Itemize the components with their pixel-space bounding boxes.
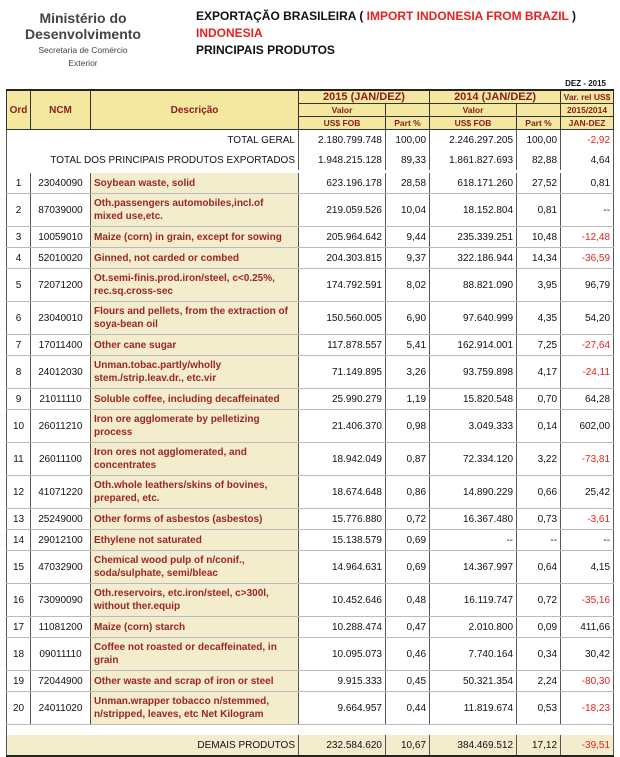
total-geral-row	[7, 130, 614, 151]
row-part-2015: 0,69	[386, 551, 430, 584]
table-row	[7, 335, 614, 356]
row-value-2014: 16.367.480	[430, 509, 517, 530]
row-part-2015: 0,98	[386, 410, 430, 443]
row-value-2014: 235.339.251	[430, 227, 517, 248]
col-var-1: Var. rel US$	[561, 90, 614, 104]
row-description: Maize (corn) starch	[91, 617, 299, 638]
row-value-2014: 162.914.001	[430, 335, 517, 356]
row-description: Unman.wrapper tobacco n/stemmed, n/stripped, leaves, etc Net Kilogram	[91, 692, 299, 725]
row-variation: -36,59	[561, 248, 614, 269]
total-principais-p2014: 82,88	[517, 150, 561, 170]
row-ord: 6	[7, 302, 31, 335]
row-description: Maize (corn) in grain, except for sowing	[91, 227, 299, 248]
report-period: DEZ - 2015	[565, 79, 606, 88]
table-row	[7, 227, 614, 248]
logo-line-4: Exterior	[68, 58, 98, 68]
row-variation: -73,81	[561, 443, 614, 476]
row-description: Ginned, not carded or combed	[91, 248, 299, 269]
col-ord: Ord	[7, 90, 31, 130]
row-part-2014: 27,52	[517, 173, 561, 194]
demais-var: -39,51	[561, 735, 614, 756]
row-part-2015: 0,69	[386, 530, 430, 551]
table-row	[7, 551, 614, 584]
col-2014-valor: Valor	[430, 104, 517, 117]
row-ncm: 29012100	[31, 530, 91, 551]
total-geral-p2014: 100,00	[517, 130, 561, 151]
logo-line-3: Secretaria de Comércio	[38, 45, 128, 55]
row-value-2014: 97.640.999	[430, 302, 517, 335]
logo-line-2: Desenvolvimento	[25, 26, 141, 42]
row-value-2015: 21.406.370	[299, 410, 386, 443]
row-description: Oth.passengers automobiles,incl.of mixed use,etc.	[91, 194, 299, 227]
row-part-2014: 0,70	[517, 389, 561, 410]
row-value-2015: 219.059.526	[299, 194, 386, 227]
total-geral-v2014: 2.246.297.205	[430, 130, 517, 151]
row-ncm: 26011210	[31, 410, 91, 443]
row-value-2015: 205.964.642	[299, 227, 386, 248]
row-ncm: 09011110	[31, 638, 91, 671]
row-part-2014: 0,66	[517, 476, 561, 509]
row-ord: 5	[7, 269, 31, 302]
row-part-2015: 0,46	[386, 638, 430, 671]
row-ord: 9	[7, 389, 31, 410]
row-part-2014: 10,48	[517, 227, 561, 248]
row-variation: -80,30	[561, 671, 614, 692]
row-part-2015: 9,44	[386, 227, 430, 248]
row-ncm: 23040090	[31, 173, 91, 194]
table-row	[7, 638, 614, 671]
row-value-2014: --	[430, 530, 517, 551]
row-ord: 8	[7, 356, 31, 389]
row-value-2014: 50.321.354	[430, 671, 517, 692]
row-ncm: 11081200	[31, 617, 91, 638]
total-geral-p2015: 100,00	[386, 130, 430, 151]
row-ord: 13	[7, 509, 31, 530]
table-row	[7, 584, 614, 617]
row-variation: 54,20	[561, 302, 614, 335]
row-variation: --	[561, 194, 614, 227]
row-description: Ot.semi-finis.prod.iron/steel, c<0.25%, rec.sq.cross-sec	[91, 269, 299, 302]
title-prefix: EXPORTAÇÃO BRASILEIRA (	[196, 9, 367, 23]
row-description: Ethylene not saturated	[91, 530, 299, 551]
row-value-2014: 18.152.804	[430, 194, 517, 227]
row-ord: 2	[7, 194, 31, 227]
row-variation: --	[561, 530, 614, 551]
row-value-2015: 623.196.178	[299, 173, 386, 194]
row-variation: 30,42	[561, 638, 614, 671]
row-part-2015: 5,41	[386, 335, 430, 356]
row-value-2015: 18.942.049	[299, 443, 386, 476]
row-variation: 411,66	[561, 617, 614, 638]
row-ord: 11	[7, 443, 31, 476]
row-part-2014: 0,53	[517, 692, 561, 725]
row-description: Soluble coffee, including decaffeinated	[91, 389, 299, 410]
row-ncm: 10059010	[31, 227, 91, 248]
table-row	[7, 476, 614, 509]
row-part-2014: 0,64	[517, 551, 561, 584]
logo-line-1: Ministério do	[39, 10, 127, 26]
row-description: Oth.whole leathers/skins of bovines, prepared, etc.	[91, 476, 299, 509]
col-2015-part: Part %	[386, 117, 430, 130]
total-principais-label: TOTAL DOS PRINCIPAIS PRODUTOS EXPORTADOS	[7, 150, 299, 170]
demais-p2014: 17,12	[517, 735, 561, 756]
row-ncm: 73090090	[31, 584, 91, 617]
row-part-2014: 3,95	[517, 269, 561, 302]
row-description: Unman.tobac.partly/wholly stem./strip.leav.dr., etc.vir	[91, 356, 299, 389]
row-part-2014: --	[517, 530, 561, 551]
row-part-2014: 3,22	[517, 443, 561, 476]
row-part-2015: 6,90	[386, 302, 430, 335]
row-value-2014: 11.819.674	[430, 692, 517, 725]
row-description: Other cane sugar	[91, 335, 299, 356]
row-ord: 4	[7, 248, 31, 269]
row-ord: 1	[7, 173, 31, 194]
table-row	[7, 692, 614, 725]
col-year-2015: 2015 (JAN/DEZ)	[299, 90, 430, 104]
row-value-2015: 204.303.815	[299, 248, 386, 269]
row-description: Soybean waste, solid	[91, 173, 299, 194]
row-part-2014: 2,24	[517, 671, 561, 692]
row-ncm: 17011400	[31, 335, 91, 356]
total-principais-var: 4,64	[561, 150, 614, 170]
row-value-2015: 18.674.648	[299, 476, 386, 509]
row-ncm: 52010020	[31, 248, 91, 269]
row-value-2015: 15.776.880	[299, 509, 386, 530]
row-variation: -18,23	[561, 692, 614, 725]
row-ord: 20	[7, 692, 31, 725]
report-header	[196, 8, 576, 59]
row-part-2015: 10,04	[386, 194, 430, 227]
row-value-2015: 14.964.631	[299, 551, 386, 584]
table-row	[7, 410, 614, 443]
col-var-2: 2015/2014	[561, 104, 614, 117]
row-description: Iron ore agglomerate by pelletizing process	[91, 410, 299, 443]
table-row	[7, 194, 614, 227]
demais-v2015: 232.584.620	[299, 735, 386, 756]
row-part-2015: 28,58	[386, 173, 430, 194]
total-principais-p2015: 89,33	[386, 150, 430, 170]
col-ncm: NCM	[31, 90, 91, 130]
row-ord: 14	[7, 530, 31, 551]
table-row	[7, 173, 614, 194]
row-value-2015: 25.990.279	[299, 389, 386, 410]
row-variation: 602,00	[561, 410, 614, 443]
row-variation: 64,28	[561, 389, 614, 410]
row-description: Coffee not roasted or decaffeinated, in grain	[91, 638, 299, 671]
row-ncm: 41071220	[31, 476, 91, 509]
row-value-2015: 150.560.005	[299, 302, 386, 335]
row-variation: -24,11	[561, 356, 614, 389]
col-2014-fob: US$ FOB	[430, 117, 517, 130]
row-variation: 0,81	[561, 173, 614, 194]
table-row	[7, 617, 614, 638]
col-year-2014: 2014 (JAN/DEZ)	[430, 90, 561, 104]
row-variation: -35,16	[561, 584, 614, 617]
row-value-2015: 15.138.579	[299, 530, 386, 551]
row-part-2015: 8,02	[386, 269, 430, 302]
row-ncm: 24011020	[31, 692, 91, 725]
row-value-2015: 174.792.591	[299, 269, 386, 302]
report-title	[196, 8, 576, 25]
row-part-2015: 0,48	[386, 584, 430, 617]
row-variation: -3,61	[561, 509, 614, 530]
table-row	[7, 509, 614, 530]
row-part-2014: 4,17	[517, 356, 561, 389]
row-ncm: 26011100	[31, 443, 91, 476]
row-value-2014: 14.367.997	[430, 551, 517, 584]
table-body	[7, 130, 614, 757]
row-part-2015: 0,87	[386, 443, 430, 476]
col-2014-part: Part %	[517, 117, 561, 130]
row-description: Oth.reservoirs, etc.iron/steel, c>300l, without ther.equip	[91, 584, 299, 617]
row-value-2015: 71.149.895	[299, 356, 386, 389]
row-description: Other waste and scrap of iron or steel	[91, 671, 299, 692]
col-var-3: JAN-DEZ	[561, 117, 614, 130]
row-variation: 25,42	[561, 476, 614, 509]
row-ord: 3	[7, 227, 31, 248]
row-ncm: 72071200	[31, 269, 91, 302]
row-part-2015: 0,86	[386, 476, 430, 509]
row-ord: 16	[7, 584, 31, 617]
table-row	[7, 269, 614, 302]
row-part-2014: 7,25	[517, 335, 561, 356]
demais-p2015: 10,67	[386, 735, 430, 756]
title-suffix: )	[568, 9, 577, 23]
row-ncm: 23040010	[31, 302, 91, 335]
row-part-2014: 0,81	[517, 194, 561, 227]
row-part-2015: 0,45	[386, 671, 430, 692]
row-part-2014: 0,09	[517, 617, 561, 638]
total-principais-v2015: 1.948.215.128	[299, 150, 386, 170]
total-principais-v2014: 1.861.827.693	[430, 150, 517, 170]
demais-v2014: 384.469.512	[430, 735, 517, 756]
row-value-2014: 2.010.800	[430, 617, 517, 638]
row-description: Iron ores not agglomerated, and concentrates	[91, 443, 299, 476]
table-row	[7, 248, 614, 269]
row-part-2015: 9,37	[386, 248, 430, 269]
row-ncm: 24012030	[31, 356, 91, 389]
row-part-2015: 3,26	[386, 356, 430, 389]
row-part-2014: 0,72	[517, 584, 561, 617]
col-descricao: Descrição	[91, 90, 299, 130]
table-row	[7, 389, 614, 410]
col-2015-fob: US$ FOB	[299, 117, 386, 130]
demais-produtos-row	[7, 735, 614, 756]
row-ncm: 72044900	[31, 671, 91, 692]
title-highlight: IMPORT INDONESIA FROM BRAZIL	[366, 9, 569, 23]
row-value-2015: 10.288.474	[299, 617, 386, 638]
row-ord: 17	[7, 617, 31, 638]
total-geral-label: TOTAL GERAL	[7, 130, 299, 151]
row-value-2014: 322.186.944	[430, 248, 517, 269]
row-value-2014: 88.821.090	[430, 269, 517, 302]
demais-label: DEMAIS PRODUTOS	[7, 735, 299, 756]
row-part-2014: 0,34	[517, 638, 561, 671]
row-ncm: 47032900	[31, 551, 91, 584]
row-value-2014: 72.334.120	[430, 443, 517, 476]
row-part-2014: 0,14	[517, 410, 561, 443]
row-ord: 15	[7, 551, 31, 584]
row-ord: 10	[7, 410, 31, 443]
col-2015-valor: Valor	[299, 104, 386, 117]
row-value-2015: 9.915.333	[299, 671, 386, 692]
row-value-2015: 10.452.646	[299, 584, 386, 617]
row-part-2015: 1,19	[386, 389, 430, 410]
exports-table	[6, 89, 614, 757]
row-value-2014: 14.890.229	[430, 476, 517, 509]
country-name: INDONESIA	[196, 26, 263, 40]
row-part-2015: 0,44	[386, 692, 430, 725]
row-part-2015: 0,47	[386, 617, 430, 638]
row-ord: 12	[7, 476, 31, 509]
row-part-2014: 14,34	[517, 248, 561, 269]
total-principais-row	[7, 150, 614, 170]
row-ord: 19	[7, 671, 31, 692]
row-ncm: 87039000	[31, 194, 91, 227]
table-row	[7, 671, 614, 692]
row-part-2015: 0,72	[386, 509, 430, 530]
total-geral-v2015: 2.180.799.748	[299, 130, 386, 151]
row-ncm: 21011110	[31, 389, 91, 410]
row-value-2014: 93.759.898	[430, 356, 517, 389]
row-description: Flours and pellets, from the extraction of soya-bean oil	[91, 302, 299, 335]
total-geral-var: -2,92	[561, 130, 614, 151]
table-row	[7, 443, 614, 476]
row-part-2014: 4,35	[517, 302, 561, 335]
table-header	[7, 90, 614, 130]
row-ncm: 25249000	[31, 509, 91, 530]
table-row	[7, 530, 614, 551]
table-row	[7, 356, 614, 389]
row-value-2015: 10.095.073	[299, 638, 386, 671]
report-subtitle: PRINCIPAIS PRODUTOS	[196, 43, 335, 57]
row-value-2014: 7.740.164	[430, 638, 517, 671]
row-value-2014: 3.049.333	[430, 410, 517, 443]
row-variation: -12,48	[561, 227, 614, 248]
row-value-2014: 15.820.548	[430, 389, 517, 410]
row-value-2015: 117.878.557	[299, 335, 386, 356]
row-part-2014: 0,73	[517, 509, 561, 530]
row-ord: 7	[7, 335, 31, 356]
ministry-logo	[8, 10, 158, 68]
row-variation: 4,15	[561, 551, 614, 584]
row-description: Chemical wood pulp of n/conif., soda/sulphate, semi/bleac	[91, 551, 299, 584]
row-ord: 18	[7, 638, 31, 671]
row-value-2014: 16.119.747	[430, 584, 517, 617]
row-variation: 96,79	[561, 269, 614, 302]
row-description: Other forms of asbestos (asbestos)	[91, 509, 299, 530]
row-variation: -27,64	[561, 335, 614, 356]
row-value-2015: 9.664.957	[299, 692, 386, 725]
row-value-2014: 618.171.260	[430, 173, 517, 194]
table-row	[7, 302, 614, 335]
